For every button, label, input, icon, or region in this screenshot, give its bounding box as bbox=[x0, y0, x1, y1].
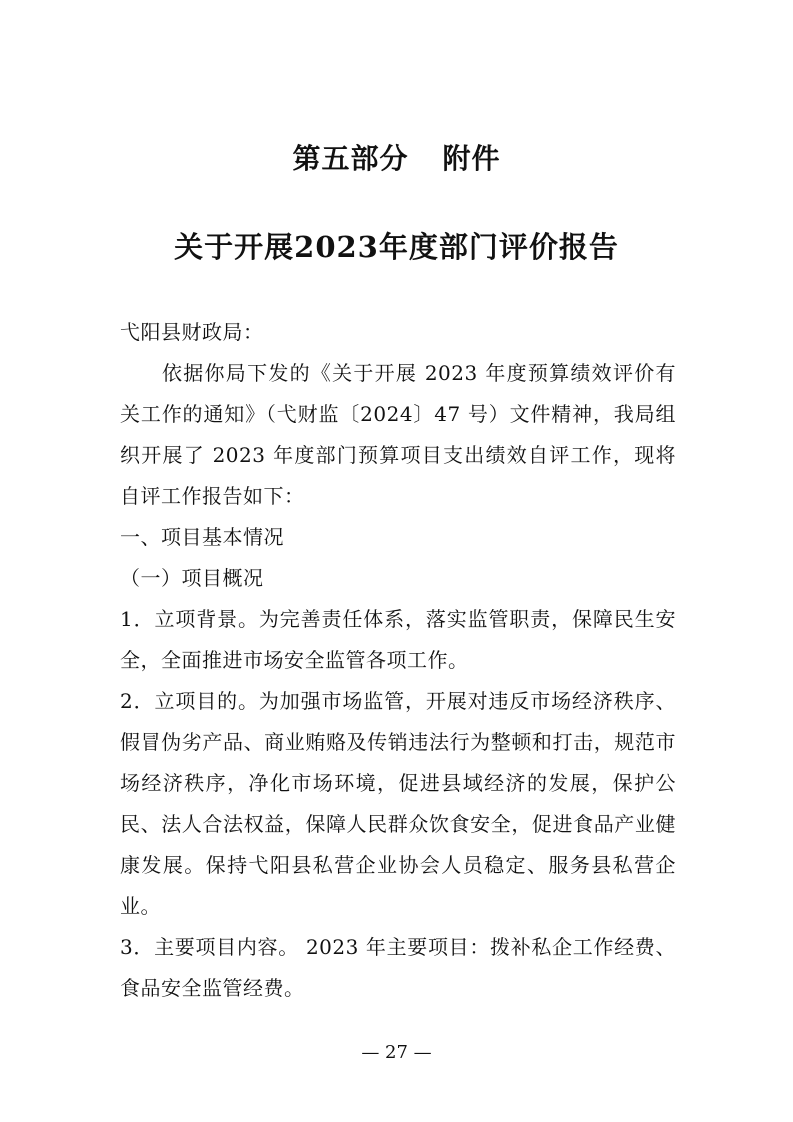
salutation: 弋阳县财政局： bbox=[120, 320, 264, 344]
paragraph-main-content: 3．主要项目内容。 2023 年主要项目：拨补私企工作经费、食品安全监管经费。 bbox=[120, 935, 676, 1000]
section-heading bbox=[0, 139, 793, 179]
section-attachment-label: 附件 bbox=[442, 142, 501, 175]
subheading-project-overview: （一）项目概况 bbox=[120, 566, 264, 590]
document-body bbox=[120, 312, 676, 1009]
section-part-label: 第五部分 bbox=[292, 142, 409, 175]
paragraph-background: 1．立项背景。为完善责任体系，落实监管职责，保障民生安全，全面推进市场安全监管各项工作。 bbox=[120, 607, 676, 672]
heading-project-basic-info: 一、项目基本情况 bbox=[120, 525, 284, 549]
intro-paragraph: 依据你局下发的《关于开展 2023 年度预算绩效评价有关工作的通知》（弋财监〔2024〕47 号）文件精神，我局组织开展了 2023 年度部门预算项目支出绩效自评工作，现将自评工作报告如下： bbox=[120, 361, 676, 508]
page-number: — 27 — bbox=[361, 1042, 432, 1063]
paragraph-purpose: 2．立项目的。为加强市场监管，开展对违反市场经济秩序、假冒伪劣产品、商业贿赂及传销违法行为整顿和打击，规范市场经济秩序，净化市场环境，促进县域经济的发展，保护公民、法人合法权益，保障人民群众饮食安全，促进食品产业健康发展。保持弋阳县私营企业协会人员稳定、服务县私营企业。 bbox=[120, 689, 676, 918]
report-title: 关于开展2023年度部门评价报告 bbox=[174, 230, 619, 264]
